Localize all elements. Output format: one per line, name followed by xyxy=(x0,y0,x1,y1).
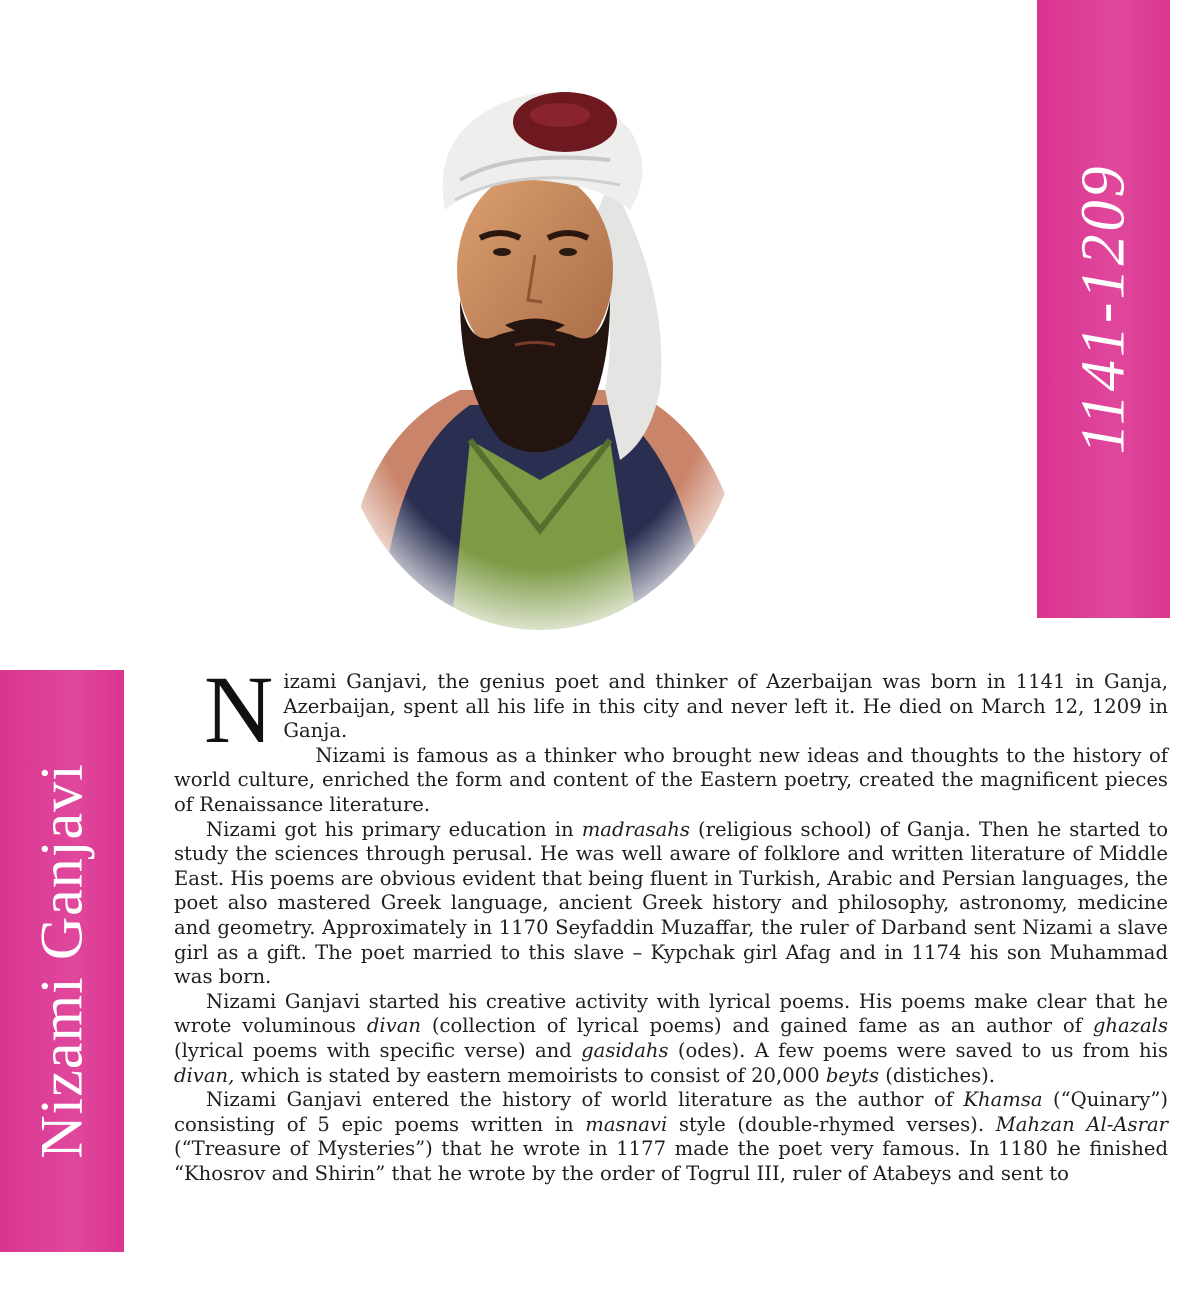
paragraph: Nizami Ganjavi entered the history of world literature as the author of Khamsa (“Quinary”) consisting of 5 epic poems written in masnavi style (double-rhymed verses). Mahzan Al-Asrar (“Treasure of Mysteries”) that he wrote in 1177 made the poet very famous. In 1180 he finished “Khosrov and Shirin” that he wrote by the order of Togrul III, ruler of Atabeys and sent to xyxy=(174,1088,1168,1185)
poet-name: Nizami Ganjavi xyxy=(28,763,95,1159)
drop-cap: N xyxy=(204,656,274,763)
portrait-illustration xyxy=(310,60,780,640)
paragraph: Nizami got his primary education in madrasahs (religious school) of Ganja. Then he started to study the sciences through perusal. He was well aware of folklore and written literature of Middle East. His poems are obvious evident that being fluent in Turkish, Arabic and Persian languages, the poet also mastered Greek language, ancient Greek history and philosophy, astronomy, medicine and geometry. Approximately in 1170 Seyfaddin Muzaffar, the ruler of Darband sent Nizami a slave girl as a gift. The poet married to this slave – Kypchak girl Afag and in 1174 his son Muhammad was born. xyxy=(174,817,1168,989)
paragraph: Nizami is famous as a thinker who brought new ideas and thoughts to the history of world culture, enriched the form and content of the Eastern poetry, created the magnificent pieces of Renaissance literature. xyxy=(174,743,1168,816)
paragraph-intro: Nizami Ganjavi, the genius poet and thinker of Azerbaijan was born in 1141 in Ganja, Azerbaijan, spent all his life in this city and never left it. He died on March 12, 1209 in Ganja. xyxy=(204,656,1168,763)
paragraph: Nizami Ganjavi started his creative activity with lyrical poems. His poems make clear that he wrote voluminous divan (collection of lyrical poems) and gained fame as an author of ghazals (lyrical poems with specific verse) and gasidahs (odes). A few poems were saved to us from his divan, which is stated by eastern memoirists to consist of 20,000 beyts (distiches). xyxy=(174,989,1168,1087)
life-years: 1141-1209 xyxy=(1069,163,1137,455)
name-banner xyxy=(0,670,124,1252)
years-banner xyxy=(1037,0,1170,618)
biography-text xyxy=(174,656,1168,1186)
